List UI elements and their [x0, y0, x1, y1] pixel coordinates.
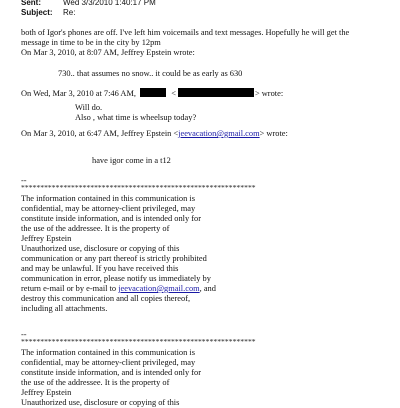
disclaimer1-dashes: --	[21, 176, 27, 185]
disclaimer1-line: destroy this communication and all copies thereof,	[21, 294, 191, 303]
quote1-text: 730.. that assumes no snow.. it could be as early as 630	[58, 69, 243, 78]
disclaimer1-line: The information contained in this communication is	[21, 194, 195, 203]
disclaimer2-line: The information contained in this communication is	[21, 348, 195, 357]
redaction-box	[140, 88, 166, 97]
disclaimer1-line: Unauthorized use, disclosure or copying of this	[21, 244, 180, 253]
disclaimer1-line: the use of the addressee. It is the property of	[21, 224, 170, 233]
quote3-attr-suffix: > wrote:	[259, 129, 288, 138]
subject-label: Subject:	[21, 8, 53, 17]
disclaimer2-line: Unauthorized use, disclosure or copying of this	[21, 398, 180, 407]
quote2-line-2: Also , what time is wheelsup today?	[75, 113, 197, 122]
subject-value: Re:	[63, 8, 76, 17]
disclaimer2-line: confidential, may be attorney-client privileged, may	[21, 358, 196, 367]
disclaimer1-line: constitute inside information, and is intended only for	[21, 214, 202, 223]
disclaimer2-line: constitute inside information, and is intended only for	[21, 368, 202, 377]
quote3-attr-prefix: On Mar 3, 2010, at 6:47 AM, Jeffrey Epstein <	[21, 129, 179, 138]
disclaimer1-line: Jeffrey Epstein	[21, 234, 72, 243]
disclaimer1-rule: *************************************************************	[21, 183, 256, 192]
disclaimer1-line: including all attachments.	[21, 304, 108, 313]
disclaimer2-dashes: --	[21, 330, 27, 339]
sent-label: Sent:	[21, 0, 41, 7]
disclaimer1-line: and may be unlawful. If you have received this	[21, 264, 179, 273]
quote2-attribution	[21, 88, 283, 99]
disclaimer1-line: communication in error, please notify us immediately by	[21, 274, 211, 283]
disclaimer1-line: confidential, may be attorney-client privileged, may	[21, 204, 196, 213]
disclaimer1-line: communication or any part thereof is strictly prohibited	[21, 254, 207, 263]
body-line-2: message in time to be in the city by 12pm	[21, 38, 161, 47]
disclaimer1-email-suffix: , and	[199, 284, 216, 293]
redaction-box	[178, 88, 254, 97]
disclaimer2-rule: *************************************************************	[21, 337, 256, 346]
disclaimer2-line: Jeffrey Epstein	[21, 388, 72, 397]
disclaimer1-email-line	[21, 284, 216, 294]
sent-value: Wed 3/3/2010 1:40:17 PM	[63, 0, 156, 7]
disclaimer1-email-prefix: return e-mail or by e-mail to	[21, 284, 119, 293]
quote2-attr-suffix: > wrote:	[254, 89, 284, 98]
quote3-text: have igor come in a t12	[92, 156, 171, 165]
disclaimer2-line: the use of the addressee. It is the property of	[21, 378, 170, 387]
body-line-1: both of Igor's phones are off. I've left him voicemails and text messages. Hopefully he will get the	[21, 28, 350, 37]
quote3-attribution	[21, 129, 288, 139]
quote1-attribution: On Mar 3, 2010, at 8:07 AM, Jeffrey Epstein wrote:	[21, 48, 195, 57]
disclaimer1-email-link[interactable]: jeevacation@gmail.com	[118, 284, 200, 293]
quote3-email-link[interactable]: jeevacation@gmail.com	[178, 129, 260, 138]
quote2-attr-prefix: On Wed, Mar 3, 2010 at 7:46 AM,	[21, 89, 137, 98]
quote2-attr-lt: <	[171, 89, 176, 98]
quote2-line-1: Will do.	[75, 103, 103, 112]
